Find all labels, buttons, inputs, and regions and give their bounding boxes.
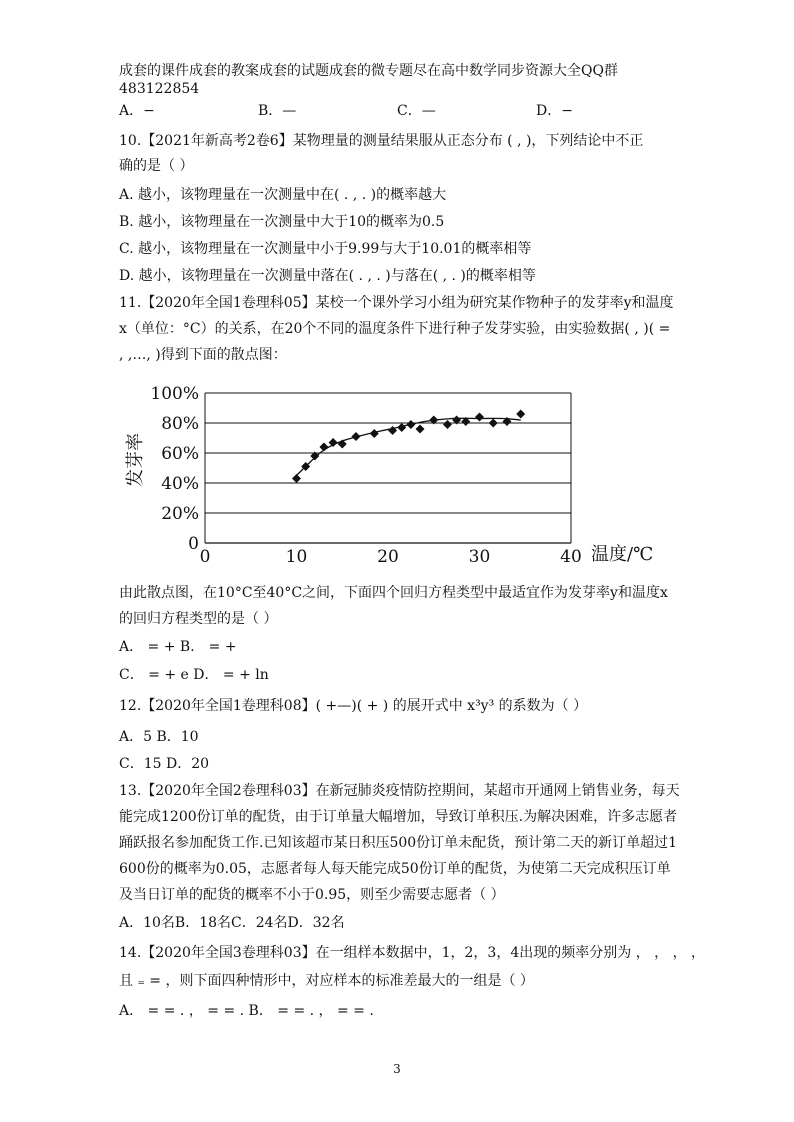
- q10-option-a: A. 越小，该物理量在一次测量中在( . , . )的概率越大: [119, 187, 447, 203]
- header-line-1: 成套的课件成套的教案成套的试题成套的微专题尽在高中数学同步资源大全QQ群: [119, 63, 618, 79]
- q9-option-b: B．—: [258, 103, 297, 119]
- chart-y-tick-label: 40%: [161, 474, 199, 494]
- q11-stem-line-1: 11.【2020年全国1卷理科05】某校一个课外学习小组为研究某作物种子的发芽率y和温度: [119, 295, 674, 311]
- q13-options: A．10名B．18名C．24名D．32名: [119, 915, 345, 931]
- q11-options-cd: C． = + e D． = + ln: [119, 667, 269, 683]
- chart-point: [319, 443, 328, 452]
- chart-point: [443, 420, 452, 429]
- q13-line-5: 及当日订单的配货的概率不小于0.95，则至少需要志愿者（ ）: [119, 887, 505, 903]
- q9-option-d: D．−: [536, 103, 573, 119]
- chart-gridlines: [205, 393, 571, 543]
- chart-point: [416, 425, 425, 434]
- q9-option-c: C．—: [397, 103, 436, 119]
- page-number: 3: [393, 1062, 401, 1076]
- chart-x-tick-label: 20: [377, 547, 399, 567]
- q13-line-1: 13.【2020年全国2卷理科03】在新冠肺炎疫情防控期间，某超市开通网上销售业务，每天: [119, 783, 680, 799]
- q13-line-4: 600份的概率为0.05，志愿者每人每天能完成50份订单的配货，为使第二天完成积压订单: [119, 861, 671, 877]
- chart-x-tick-label: 40: [560, 547, 582, 567]
- q12-stem: 12.【2020年全国1卷理科08】( +—)( + ) 的展开式中 x³y³ 的系数为（ ）: [119, 698, 588, 714]
- chart-point: [406, 420, 415, 429]
- chart-point: [516, 410, 525, 419]
- q14-line-1: 14.【2020年全国3卷理科03】在一组样本数据中，1，2，3，4出现的频率分别为 ， ， ， ，: [119, 945, 706, 961]
- chart-trend-curve: [297, 418, 521, 475]
- q10-stem-line-2: 确的是（ ）: [119, 158, 194, 174]
- q11-stem-line-3: , ,…, )得到下面的散点图：: [119, 347, 287, 363]
- chart-point: [489, 419, 498, 428]
- chart-x-tick-label: 0: [199, 547, 211, 567]
- q12-options-ab: A．5 B．10: [119, 729, 199, 745]
- chart-y-tick-label: 80%: [161, 414, 199, 434]
- chart-x-tick-label: 30: [468, 547, 491, 567]
- chart-x-ticks: [200, 547, 582, 567]
- chart-x-tick-label: 10: [285, 547, 308, 567]
- chart-y-tick-label: 100%: [150, 384, 199, 404]
- q11-options-ab: A． = + B． = +: [119, 639, 237, 655]
- chart-point: [475, 413, 484, 422]
- q13-line-2: 能完成1200份订单的配货，由于订单量大幅增加，导致订单积压.为解决困难，许多志愿者: [119, 809, 678, 825]
- chart-point: [351, 432, 360, 441]
- chart-point: [292, 474, 301, 483]
- q11-after-line-1: 由此散点图，在10°C至40°C之间，下面四个回归方程类型中最适宜作为发芽率y和温度x: [119, 585, 668, 601]
- q13-line-3: 踊跃报名参加配货工作.已知该超市某日积压500份订单未配货，预计第二天的新订单超过1: [119, 835, 678, 851]
- chart-x-axis-label: 温度/℃: [591, 544, 654, 565]
- germination-scatter-chart: [119, 378, 679, 574]
- chart-point: [397, 423, 406, 432]
- q12-options-cd: C．15 D．20: [119, 756, 210, 772]
- chart-point: [329, 438, 338, 447]
- chart-y-tick-label: 60%: [161, 444, 199, 464]
- q10-option-c: C. 越小，该物理量在一次测量中小于9.99与大于10.01的概率相等: [119, 241, 532, 257]
- q11-stem-line-2: x（单位：°C）的关系，在20个不同的温度条件下进行种子发芽实验，由实验数据( , )( =: [119, 321, 671, 337]
- q11-after-line-2: 的回归方程类型的是（ ）: [119, 611, 278, 627]
- chart-y-axis-label: 发芽率: [125, 433, 146, 487]
- chart-y-ticks: [150, 384, 199, 554]
- chart-y-tick-label: 0: [188, 534, 199, 554]
- q9-option-a: A．−: [119, 103, 155, 119]
- q10-option-d: D. 越小，该物理量在一次测量中落在( . , . )与落在( , . )的概率相等: [119, 268, 536, 284]
- q10-stem-line-1: 10.【2021年新高考2卷6】某物理量的测量结果服从正态分布 ( , )，下列结论中不正: [119, 133, 644, 149]
- chart-point: [370, 429, 379, 438]
- q14-line-3: A． = = . ， = = . B． = = . ， = = .: [119, 1003, 374, 1019]
- chart-point: [338, 440, 347, 449]
- q10-option-b: B. 越小，该物理量在一次测量中大于10的概率为0.5: [119, 214, 445, 230]
- header-line-2: 483122854: [119, 81, 200, 97]
- chart-points: [292, 410, 525, 484]
- chart-y-tick-label: 20%: [161, 504, 199, 524]
- q14-line-2: 且 ₌ = ，则下面四种情形中，对应样本的标准差最大的一组是（ ）: [119, 973, 534, 989]
